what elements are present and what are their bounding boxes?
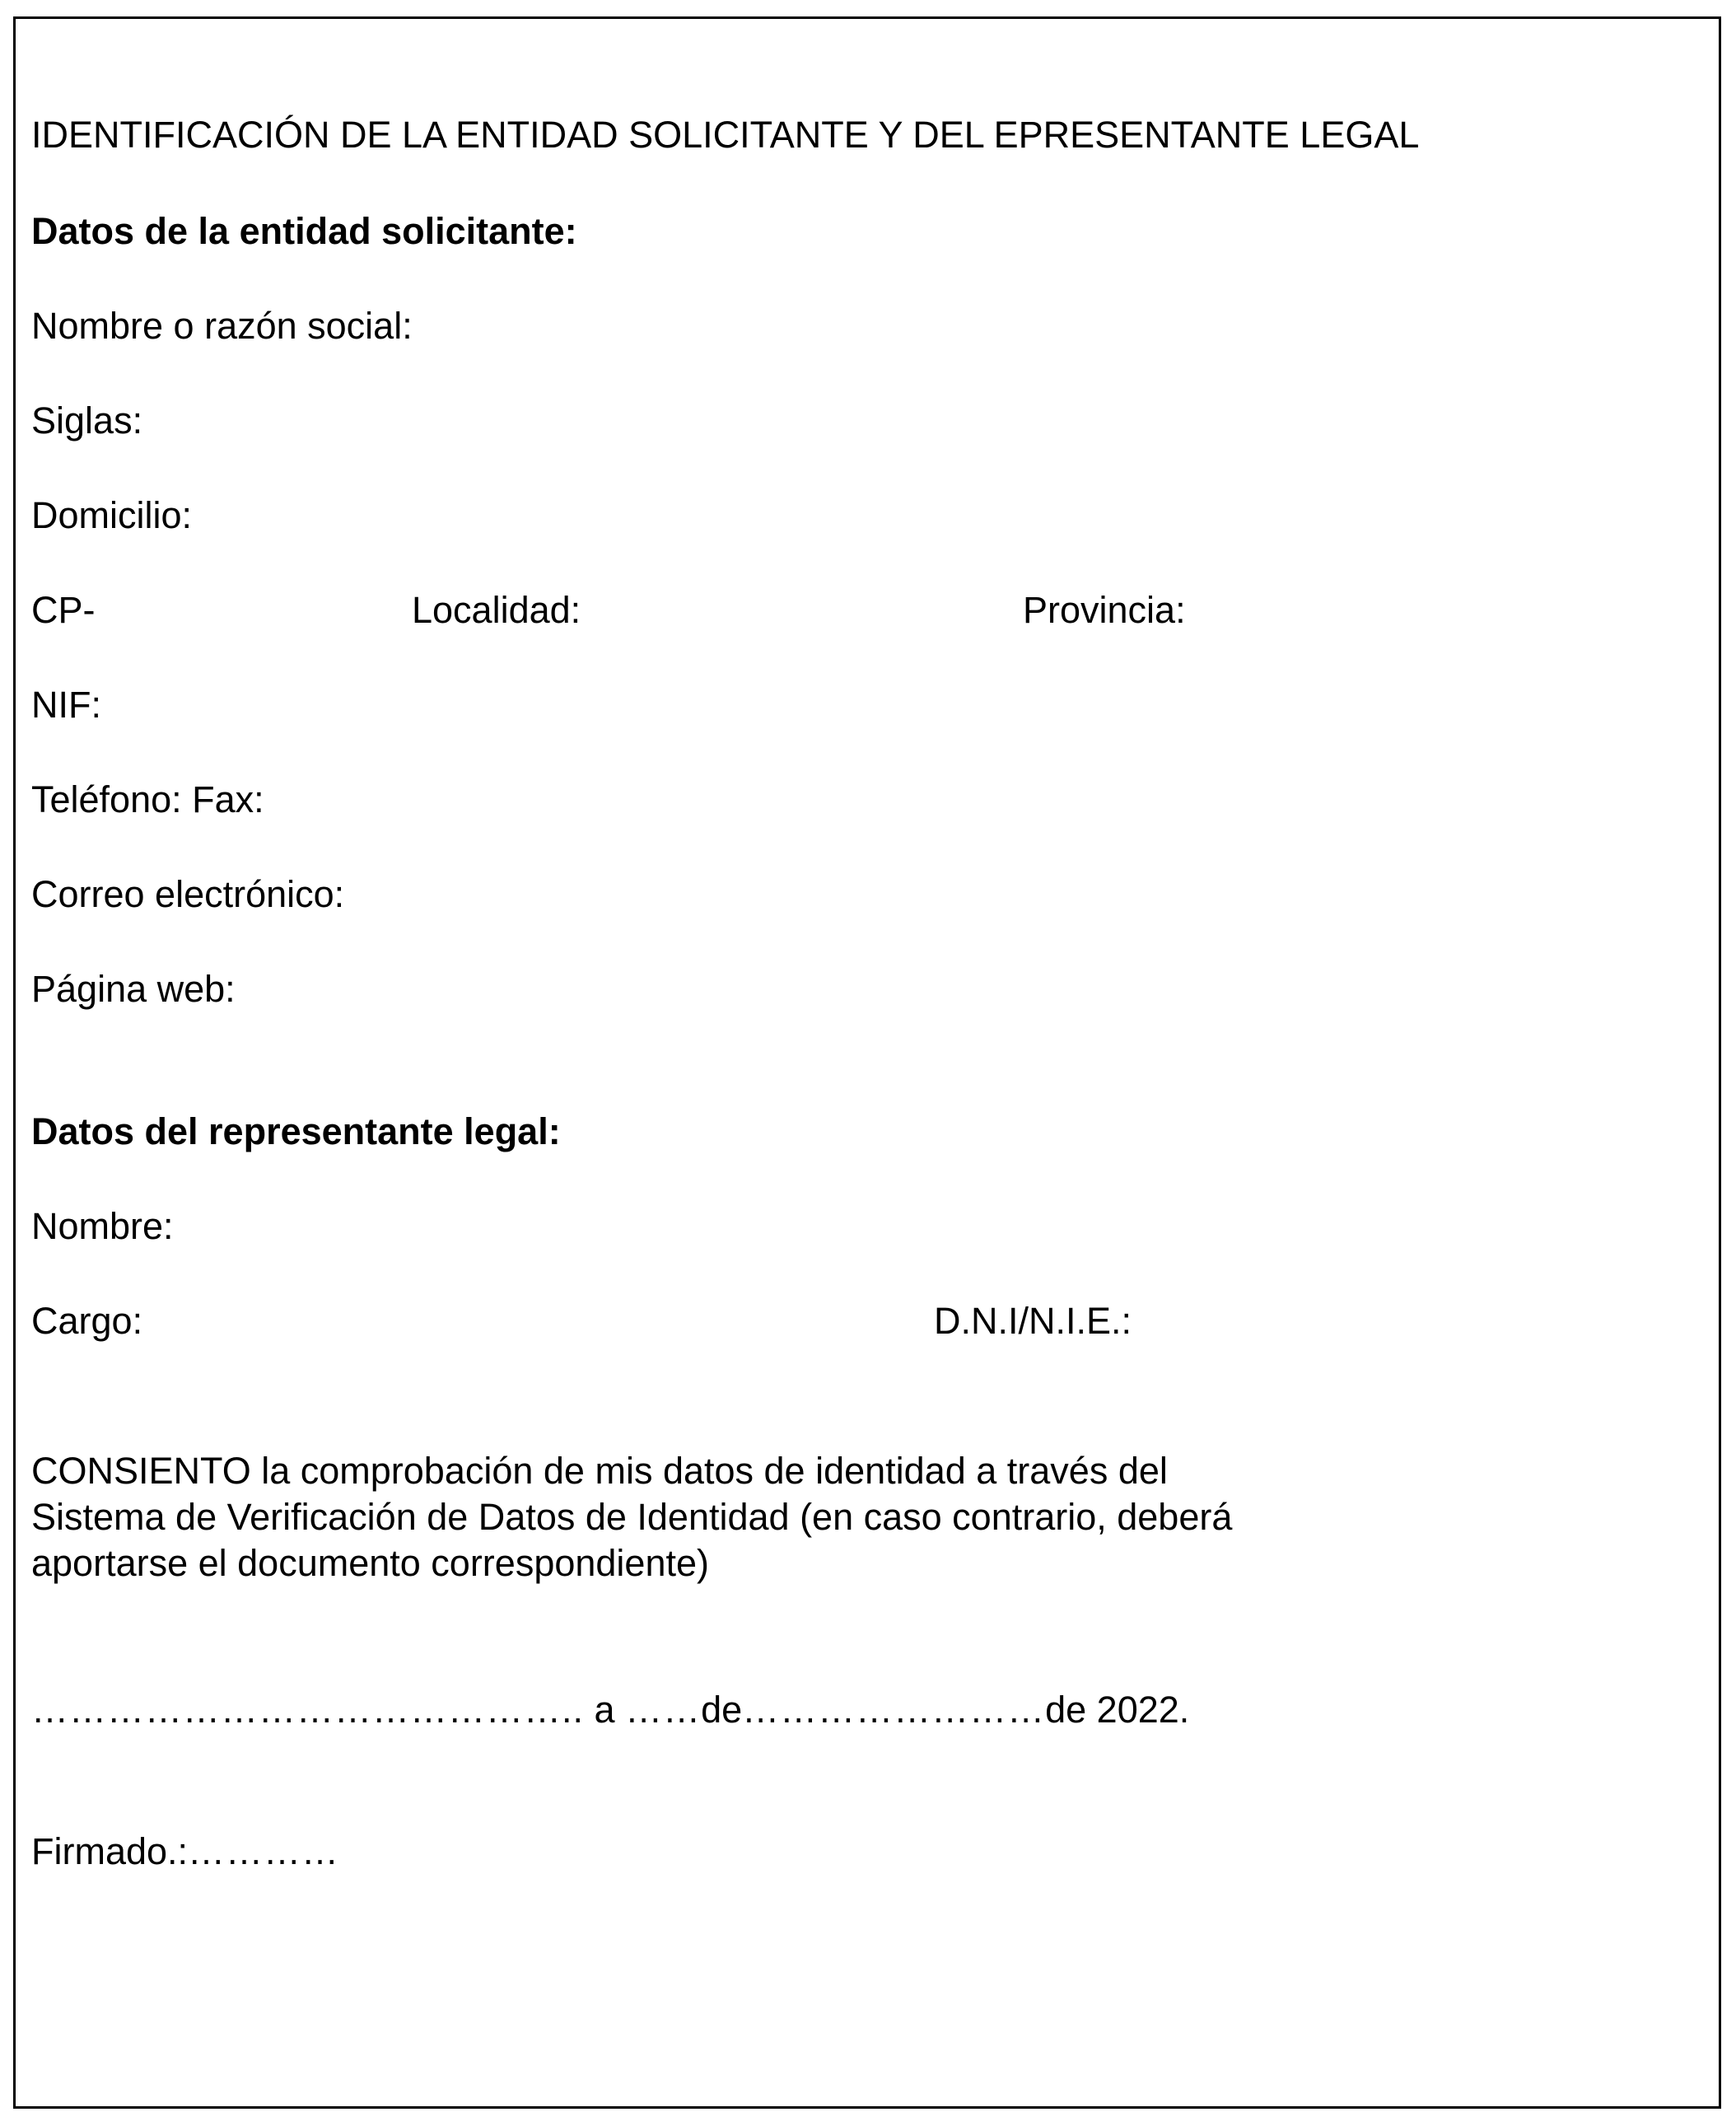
date-de: de	[701, 1689, 743, 1731]
consent-paragraph	[31, 1448, 1232, 1586]
representative-name-label: Nombre:	[31, 1205, 174, 1247]
nif-label: NIF:	[31, 684, 101, 726]
address-label: Domicilio:	[31, 494, 193, 536]
phone-fax-label: Teléfono: Fax:	[31, 778, 264, 820]
consent-line-1-text: la comprobación de mis datos de identidad a través del	[250, 1450, 1168, 1492]
date-a: a	[584, 1689, 626, 1731]
acronym-label: Siglas:	[31, 400, 143, 442]
date-line	[31, 1689, 1189, 1731]
entity-section-heading: Datos de la entidad solicitante:	[31, 210, 577, 252]
form-title: IDENTIFICACIÓN DE LA ENTIDAD SOLICITANTE Y DEL EPRESENTANTE LEGAL	[31, 114, 1420, 156]
website-label: Página web:	[31, 968, 236, 1010]
consent-line-1	[31, 1448, 1232, 1494]
day-dots: ……	[625, 1689, 702, 1731]
representative-section-heading: Datos del representante legal:	[31, 1110, 561, 1152]
entity-name-label: Nombre o razón social:	[31, 305, 413, 347]
locality-label: Localidad:	[412, 589, 581, 631]
date-year: de 2022.	[1045, 1689, 1190, 1731]
signature-dots: …………	[188, 1830, 340, 1872]
postal-code-label: CP-	[31, 589, 96, 631]
consent-line-3: aportarse el documento correspondiente)	[31, 1542, 709, 1584]
month-dots: ……………………	[742, 1689, 1046, 1731]
province-label: Provincia:	[1023, 589, 1186, 631]
signature-label: Firmado.:	[31, 1830, 189, 1872]
id-document-label: D.N.I/N.I.E.:	[934, 1300, 1132, 1342]
position-label: Cargo:	[31, 1300, 143, 1342]
email-label: Correo electrónico:	[31, 873, 345, 915]
signature-line	[31, 1830, 339, 1873]
consent-line-2: Sistema de Verificación de Datos de Identidad (en caso contrario, deberá	[31, 1496, 1233, 1538]
consent-keyword: CONSIENTO	[31, 1450, 251, 1492]
place-dots: ……………………………………..	[31, 1689, 585, 1731]
